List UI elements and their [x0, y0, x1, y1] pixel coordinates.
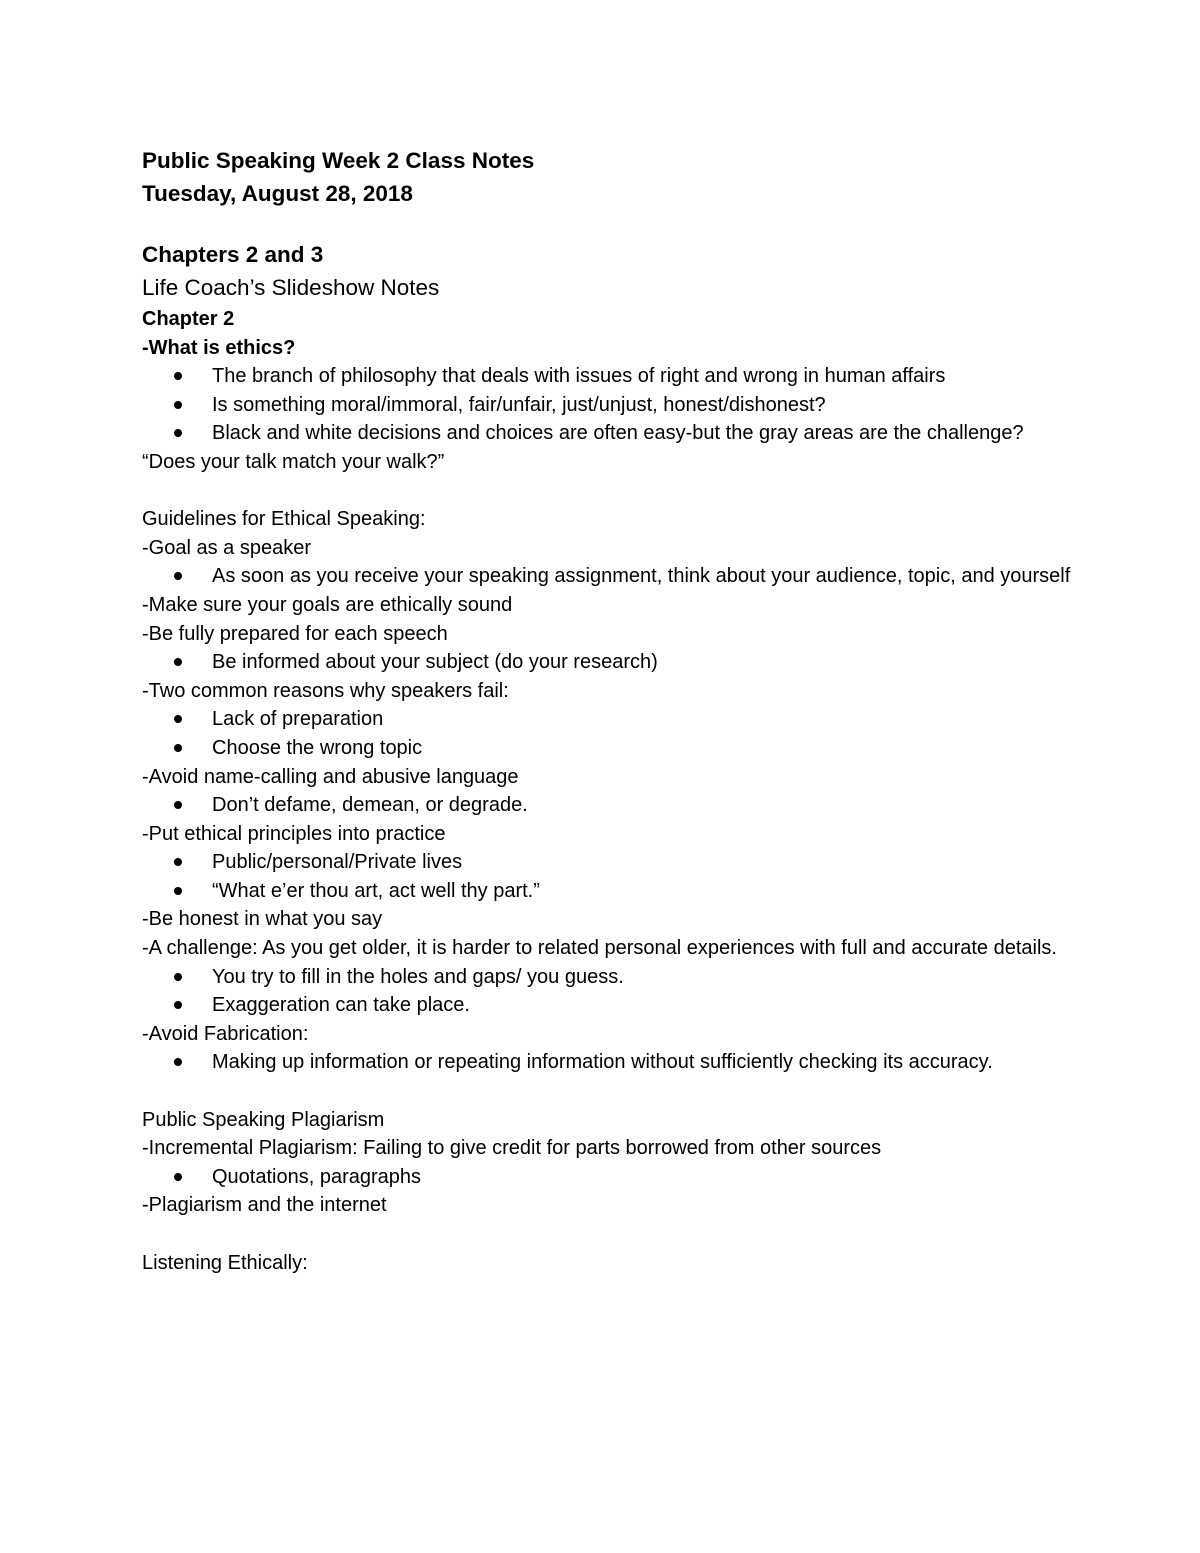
list-item: “What e’er thou art, act well thy part.”	[142, 877, 1082, 906]
prepared-line: -Be fully prepared for each speech	[142, 622, 448, 645]
fail-line: -Two common reasons why speakers fail:	[142, 679, 509, 702]
bullet-icon	[174, 1058, 182, 1066]
bullet-icon	[174, 801, 182, 809]
listening-heading: Listening Ethically:	[142, 1251, 308, 1274]
practice-line: -Put ethical principles into practice	[142, 822, 446, 845]
list-item: Exaggeration can take place.	[142, 991, 1082, 1020]
bullet-icon	[174, 887, 182, 895]
honest-line: -Be honest in what you say	[142, 908, 383, 931]
chapter2-label: Chapter 2	[142, 308, 235, 330]
bullet-icon	[174, 658, 182, 666]
bullet-icon	[174, 1001, 182, 1009]
page-title: Public Speaking Week 2 Class Notes	[142, 148, 535, 173]
bullet-icon	[174, 715, 182, 723]
list-item: Making up information or repeating information without sufficiently checking its accuracy.	[142, 1048, 1072, 1077]
fabrication-line: -Avoid Fabrication:	[142, 1022, 309, 1045]
bullet-icon	[174, 858, 182, 866]
quote: “Does your talk match your walk?”	[142, 450, 445, 473]
list-item: Lack of preparation	[142, 705, 1082, 734]
bullet-icon	[174, 429, 182, 437]
incremental-line: -Incremental Plagiarism: Failing to give credit for parts borrowed from other sources	[142, 1137, 882, 1160]
page-date: Tuesday, August 28, 2018	[142, 181, 413, 206]
bullet-icon	[174, 372, 182, 380]
guidelines-heading: Guidelines for Ethical Speaking:	[142, 508, 426, 531]
ethics-question: -What is ethics?	[142, 336, 296, 359]
avoid-name-line: -Avoid name-calling and abusive language	[142, 765, 519, 788]
bullet-icon	[174, 973, 182, 981]
list-item: As soon as you receive your speaking assignment, think about your audience, topic, and yourself	[142, 562, 1127, 591]
list-item: Is something moral/immoral, fair/unfair, just/unjust, honest/dishonest?	[142, 391, 1082, 420]
list-item: Choose the wrong topic	[142, 734, 1082, 763]
list-item: Don’t defame, demean, or degrade.	[142, 791, 1082, 820]
chapters-heading: Chapters 2 and 3	[142, 242, 324, 267]
slideshow-heading: Life Coach’s Slideshow Notes	[142, 275, 440, 300]
goal-line: -Goal as a speaker	[142, 536, 311, 559]
list-item: You try to fill in the holes and gaps/ you guess.	[142, 963, 1082, 992]
bullet-icon	[174, 572, 182, 580]
list-item: Black and white decisions and choices are often easy-but the gray areas are the challenge?	[142, 419, 1052, 448]
plagiarism-heading: Public Speaking Plagiarism	[142, 1108, 385, 1131]
list-item: Public/personal/Private lives	[142, 848, 1082, 877]
list-item: The branch of philosophy that deals with issues of right and wrong in human affairs	[142, 362, 1082, 391]
sound-line: -Make sure your goals are ethically sound	[142, 593, 513, 616]
internet-line: -Plagiarism and the internet	[142, 1194, 387, 1217]
list-item: Quotations, paragraphs	[142, 1163, 1082, 1192]
bullet-icon	[174, 744, 182, 752]
list-item: Be informed about your subject (do your research)	[142, 648, 1082, 677]
challenge-line: -A challenge: As you get older, it is harder to related personal experiences with full and accurate details.	[142, 937, 1057, 960]
bullet-icon	[174, 1173, 182, 1181]
bullet-icon	[174, 401, 182, 409]
document-page	[142, 144, 1082, 1277]
